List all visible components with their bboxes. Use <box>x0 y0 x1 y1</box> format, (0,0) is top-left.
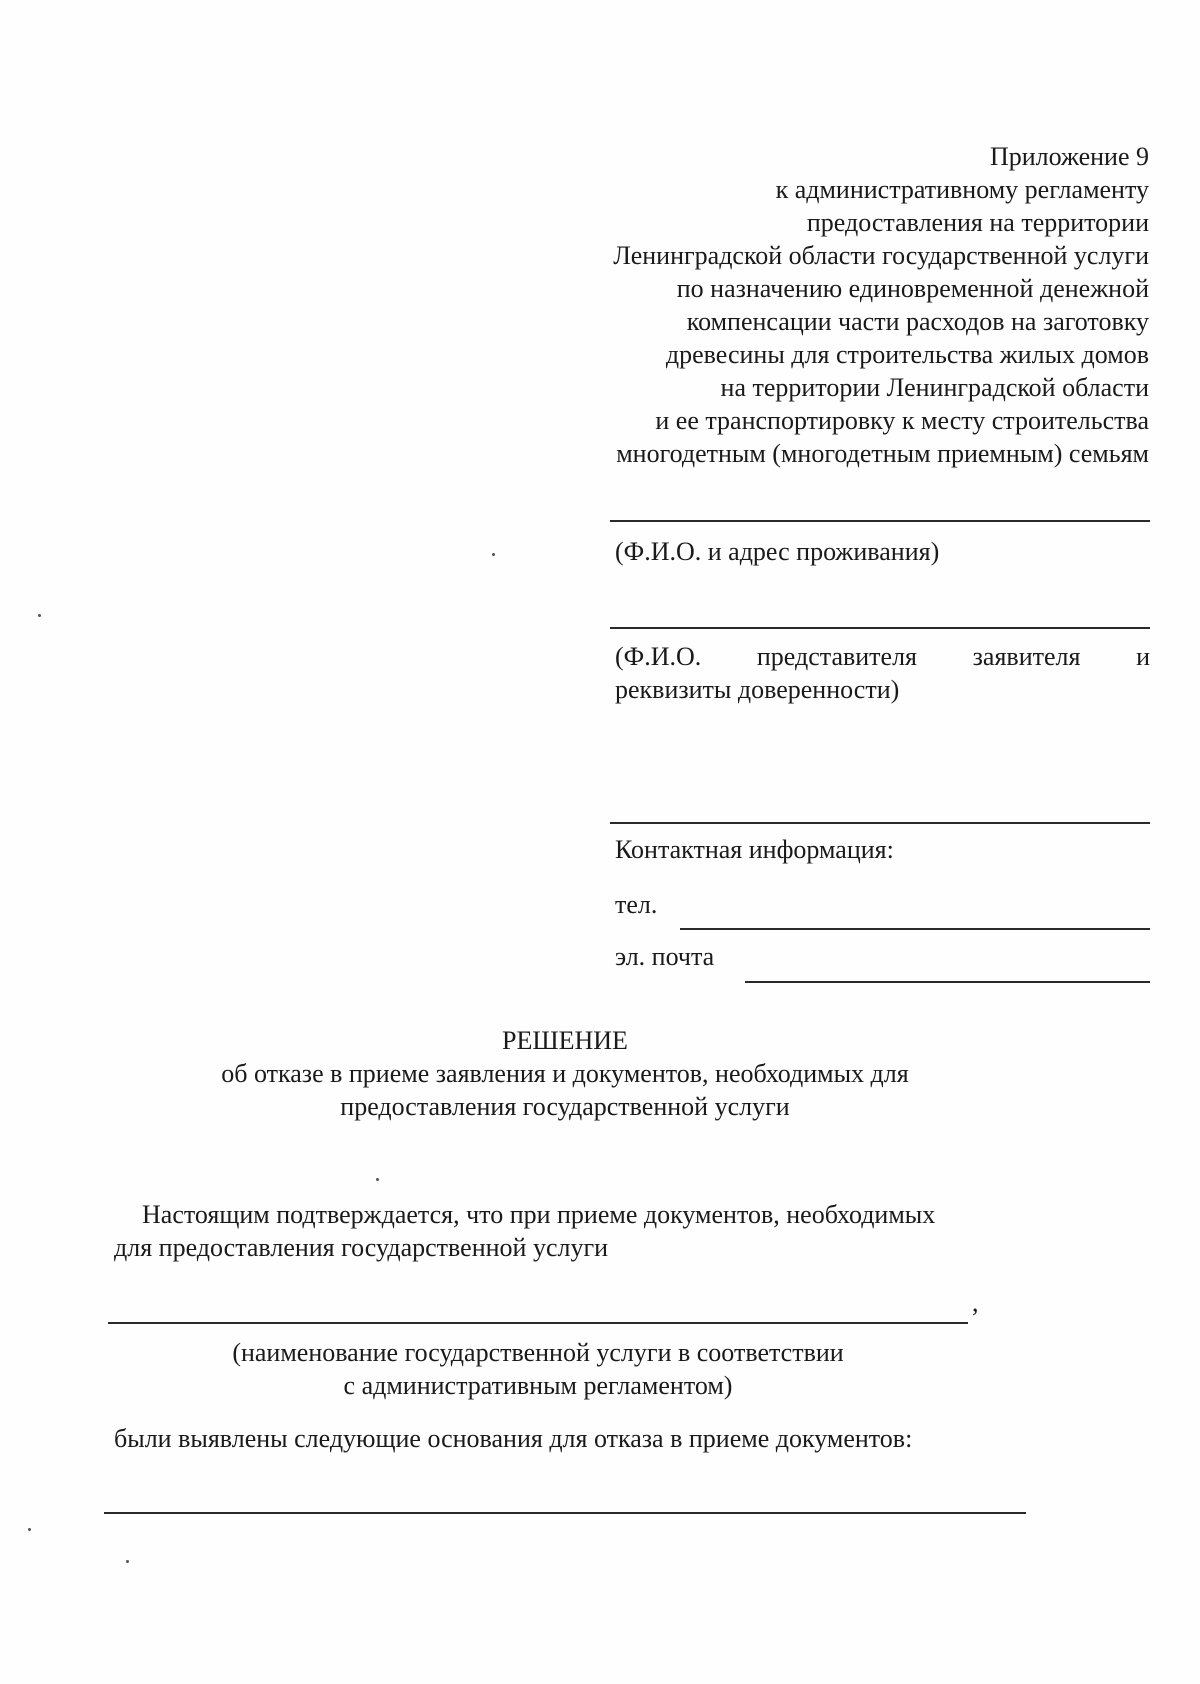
caption-line: с административным регламентом) <box>343 1371 733 1400</box>
appendix-line: компенсации части расходов на заготовку <box>686 307 1149 336</box>
appendix-line: и ее транспортировку к месту строительства <box>655 406 1149 435</box>
title-line: предоставления государственной услуги <box>340 1092 790 1121</box>
representative-fill-line[interactable] <box>610 627 1150 629</box>
email-label: эл. почта <box>615 942 715 971</box>
service-name-fill-line[interactable] <box>108 1322 968 1324</box>
contact-heading: Контактная информация: <box>615 835 894 864</box>
title-line: об отказе в приеме заявления и документов, необходимых для <box>221 1059 909 1088</box>
phone-label: тел. <box>615 890 658 919</box>
phone-fill-line[interactable] <box>680 928 1150 930</box>
comma-mark: , <box>972 1288 979 1317</box>
decision-title <box>0 1024 1130 1123</box>
scan-speck <box>126 1560 129 1563</box>
appendix-line: Ленинградской области государственной услуги <box>613 241 1149 270</box>
caption-word: и <box>1136 642 1150 671</box>
email-fill-line[interactable] <box>745 981 1150 983</box>
caption-line: (наименование государственной услуги в соответствии <box>232 1338 844 1367</box>
scan-speck <box>376 1178 379 1181</box>
appendix-line: к административному регламенту <box>775 175 1149 204</box>
caption-word: (Ф.И.О. <box>615 642 702 671</box>
appendix-line: древесины для строительства жилых домов <box>665 340 1149 369</box>
appendix-line: на территории Ленинградской области <box>720 373 1149 402</box>
appendix-line: предоставления на территории <box>806 208 1149 237</box>
grounds-fill-line[interactable] <box>104 1512 1026 1514</box>
representative-caption <box>615 640 1150 706</box>
caption-word: заявителя <box>972 642 1081 671</box>
service-name-caption <box>108 1336 968 1402</box>
title-word: РЕШЕНИЕ <box>502 1026 628 1055</box>
caption-word: представителя <box>756 642 918 671</box>
scan-speck <box>492 553 495 556</box>
scan-speck <box>28 1528 31 1531</box>
grounds-text: были выявлены следующие основания для отказа в приеме документов: <box>114 1424 913 1453</box>
body-paragraph <box>114 1198 1034 1264</box>
appendix-line: многодетным (многодетным приемным) семьям <box>616 439 1149 468</box>
applicant-caption: (Ф.И.О. и адрес проживания) <box>615 537 940 566</box>
appendix-line: по назначению единовременной денежной <box>676 274 1149 303</box>
contact-fill-line[interactable] <box>610 822 1150 824</box>
appendix-header <box>509 140 1149 470</box>
applicant-fill-line[interactable] <box>610 520 1150 522</box>
appendix-line: Приложение 9 <box>989 142 1149 171</box>
caption-line: реквизиты доверенности) <box>615 675 900 704</box>
body-line: для предоставления государственной услуги <box>114 1233 609 1262</box>
scan-speck <box>38 614 41 617</box>
body-line: Настоящим подтверждается, что при приеме документов, необходимых <box>142 1200 936 1229</box>
